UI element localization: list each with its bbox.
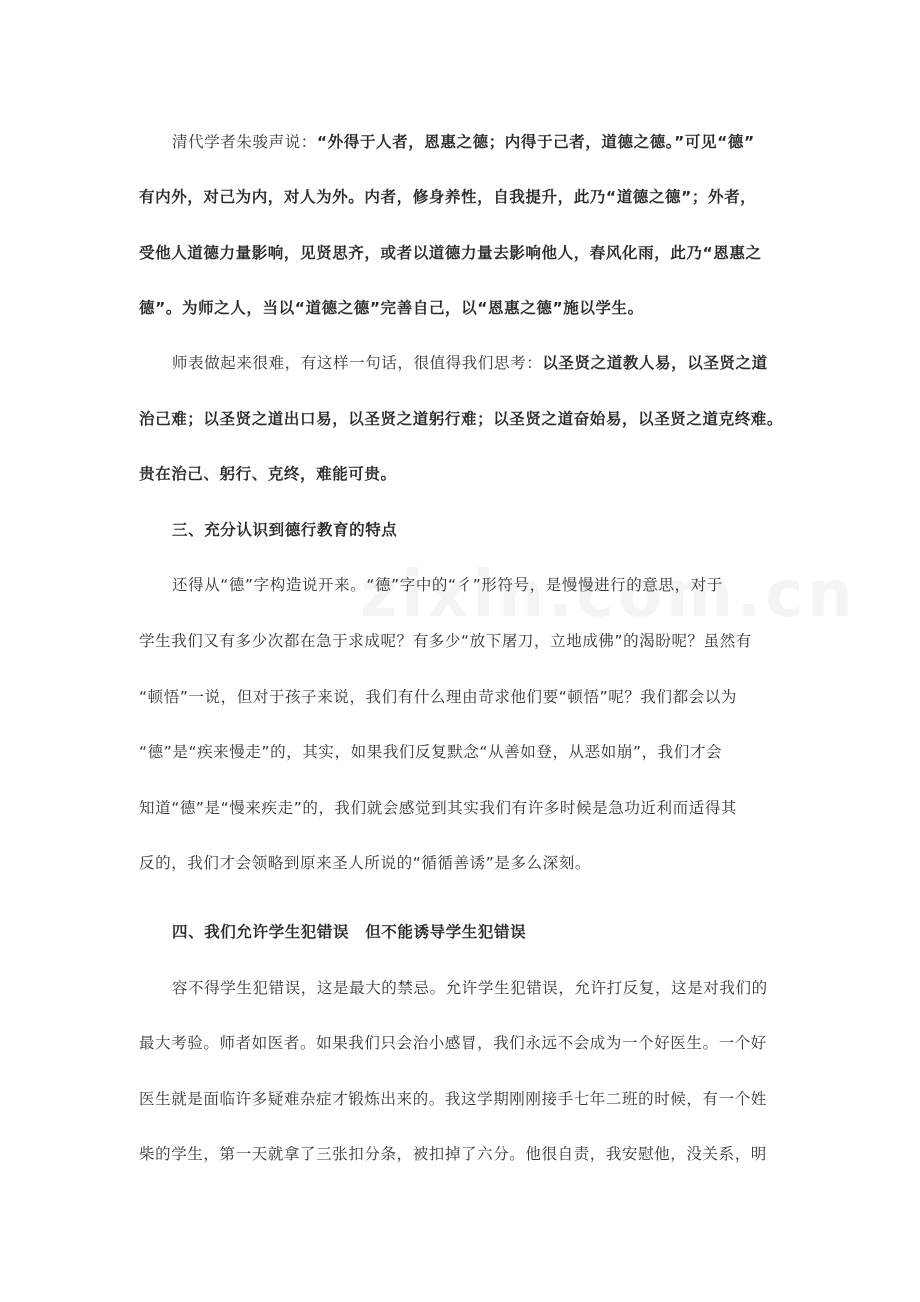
paragraph-line: 反的，我们才会领略到原来圣人所说的“循循善诱”是多么深刻。	[139, 854, 591, 872]
paragraph-line: 治己难；以圣贤之道出口易，以圣贤之道躬行难；以圣贤之道奋始易，以圣贤之道克终难。	[139, 410, 784, 428]
bold-text-run: 以圣贤之道教人易，以圣贤之道	[542, 354, 768, 372]
paragraph-line: 学生我们又有多少次都在急于求成呢？有多少“放下屠刀，立地成佛”的渴盼呢？虽然有	[139, 632, 752, 650]
bold-text-run: “外得于人者，恩惠之德；内得于己者，道德之德。”可见“德”	[316, 133, 755, 151]
paragraph-line: 贵在治己、躬行、克终，难能可贵。	[139, 465, 397, 483]
paragraph-line: 知道“德”是“慢来疾走”的，我们就会感觉到其实我们有许多时候是急功近利而适得其	[139, 799, 738, 817]
text-run: 清代学者朱骏声说：	[172, 133, 317, 151]
text-run: 师表做起来很难，有这样一句话，很值得我们思考：	[172, 354, 543, 372]
paragraph-line: “德”是“疾来慢走”的，其实，如果我们反复默念“从善如登，从恶如崩”，我们才会	[139, 743, 723, 761]
paragraph-line: 还得从“德”字构造说开来。“德”字中的“彳”形符号，是慢慢进行的意思，对于	[172, 576, 723, 594]
paragraph-line: 容不得学生犯错误，这是最大的禁忌。允许学生犯错误，允许打反复，这是对我们的	[172, 979, 768, 997]
section-heading: 四、我们允许学生犯错误 但不能诱导学生犯错误	[172, 923, 527, 941]
paragraph-line	[172, 352, 768, 374]
paragraph-line: 最大考验。师者如医者。如果我们只会治小感冒，我们永远不会成为一个好医生。一个好	[139, 1034, 767, 1052]
paragraph-line: 有内外，对己为内，对人为外。内者，修身养性，自我提升，此乃“道德之德”；外者，	[139, 188, 757, 206]
paragraph-line: 受他人道德力量影响，见贤思齐，或者以道德力量去影响他人，春风化雨，此乃“恩惠之	[139, 244, 762, 262]
paragraph-line: “顿悟”一说，但对于孩子来说，我们有什么理由苛求他们要“顿悟”呢？我们都会以为	[139, 688, 738, 706]
paragraph-line: 医生就是面临许多疑难杂症才锻炼出来的。我这学期刚刚接手七年二班的时候，有一个姓	[139, 1090, 767, 1108]
paragraph-line: 柴的学生，第一天就拿了三张扣分条，被扣掉了六分。他很自责，我安慰他，没关系，明	[139, 1145, 767, 1163]
paragraph-line	[172, 131, 755, 153]
paragraph-line: 德”。为师之人，当以“道德之德”完善自己，以“恩惠之德”施以学生。	[139, 299, 644, 317]
section-heading: 三、充分认识到德行教育的特点	[172, 521, 398, 539]
